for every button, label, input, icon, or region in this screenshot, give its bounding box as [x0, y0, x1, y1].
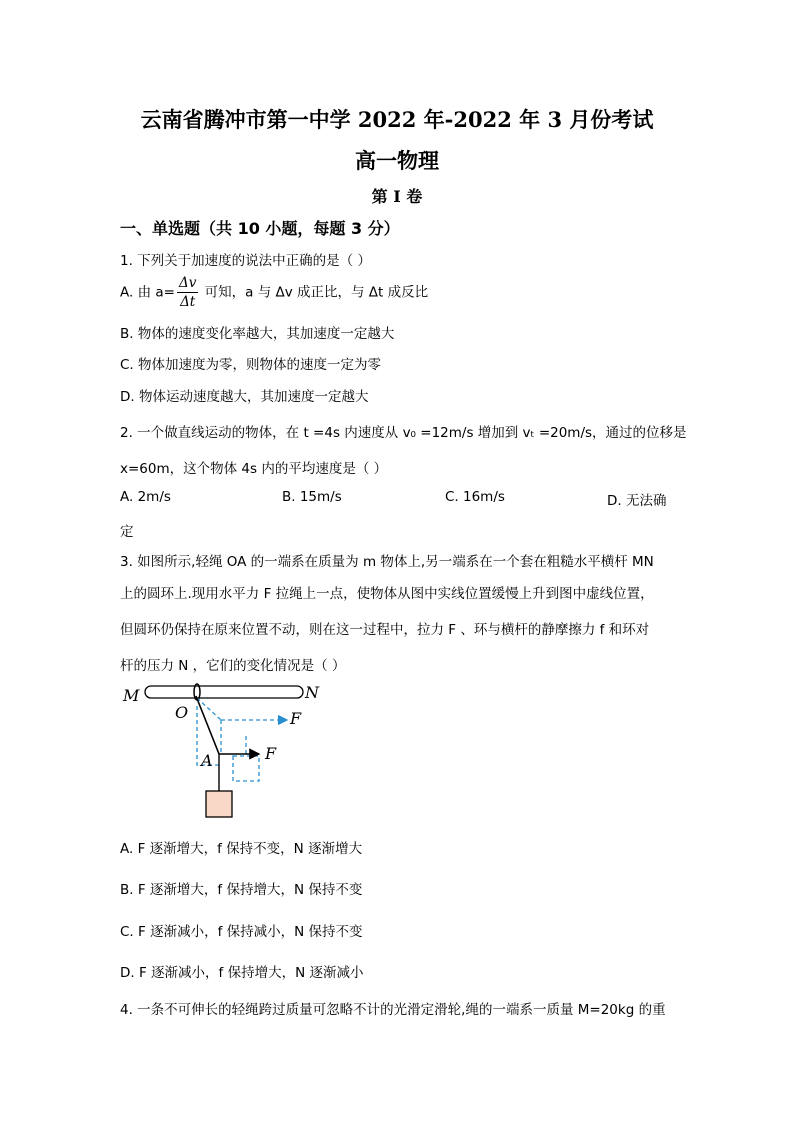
- q3-figure: [115, 678, 345, 828]
- q1-option-d: D. 物体运动速度越大，其加速度一定越大: [120, 389, 369, 405]
- q2-option-a: A. 2m/s: [120, 489, 171, 505]
- q1-option-a: [120, 274, 428, 311]
- volume-title: 第 I 卷: [371, 187, 423, 206]
- q1-stem: 1. 下列关于加速度的说法中正确的是（ ）: [120, 253, 371, 269]
- rod-mn: [145, 686, 303, 698]
- q1-option-a-prefix: A. 由 a=: [120, 284, 175, 301]
- exam-title: 云南省腾冲市第一中学 2022 年-2022 年 3 月份考试: [140, 107, 654, 132]
- rope-oa: [196, 696, 219, 754]
- q2-option-c: C. 16m/s: [445, 489, 505, 505]
- q3-line-3: 但圆环仍保持在原来位置不动，则在这一过程中，拉力 F 、环与横杆的静摩擦力 f 和环对: [120, 622, 650, 638]
- section-heading: 一、单选题（共 10 小题，每题 3 分）: [120, 219, 400, 238]
- label-a: A: [201, 751, 213, 770]
- q2-option-d-continued: 定: [120, 524, 134, 540]
- q2-option-d: D. 无法确: [607, 493, 667, 509]
- q2-line-2: x=60m，这个物体 4s 内的平均速度是（ ）: [120, 461, 388, 477]
- q2-line-1: 2. 一个做直线运动的物体，在 t =4s 内速度从 v₀ =12m/s 增加到 vₜ =20m/s，通过的位移是: [120, 425, 687, 441]
- label-o: O: [175, 703, 189, 722]
- q3-line-4: 杆的压力 N ，它们的变化情况是（ ）: [120, 658, 346, 674]
- block: [206, 791, 232, 817]
- label-f-dashed: F: [290, 709, 302, 728]
- fraction: [177, 274, 198, 311]
- label-f: F: [265, 744, 277, 763]
- block-dashed: [233, 756, 259, 781]
- q3-line-1: 3. 如图所示,轻绳 OA 的一端系在质量为 m 物体上,另一端系在一个套在粗糙水平横杆 MN: [120, 554, 654, 570]
- q1-option-c: C. 物体加速度为零，则物体的速度一定为零: [120, 357, 382, 373]
- label-n: N: [305, 683, 319, 702]
- q3-line-2: 上的圆环上.现用水平力 F 拉绳上一点，使物体从图中实线位置缓慢上升到图中虚线位置，: [120, 586, 654, 602]
- q3-option-d: D. F 逐渐减小，f 保持增大，N 逐渐减小: [120, 965, 364, 981]
- q3-option-c: C. F 逐渐减小，f 保持减小，N 保持不变: [120, 924, 363, 940]
- q2-option-b: B. 15m/s: [282, 489, 342, 505]
- fraction-denominator: Δt: [180, 294, 196, 310]
- q1-option-a-suffix: 可知，a 与 Δv 成正比，与 Δt 成反比: [200, 284, 429, 301]
- q1-option-b: B. 物体的速度变化率越大，其加速度一定越大: [120, 326, 395, 342]
- q3-option-b: B. F 逐渐增大，f 保持增大，N 保持不变: [120, 882, 363, 898]
- subject-title: 高一物理: [355, 148, 439, 173]
- fraction-numerator: Δv: [178, 275, 197, 291]
- label-m: M: [123, 686, 140, 705]
- q4-line-1: 4. 一条不可伸长的轻绳跨过质量可忽略不计的光滑定滑轮,绳的一端系一质量 M=20kg 的重: [120, 1002, 666, 1018]
- q3-option-a: A. F 逐渐增大，f 保持不变，N 逐渐增大: [120, 841, 363, 857]
